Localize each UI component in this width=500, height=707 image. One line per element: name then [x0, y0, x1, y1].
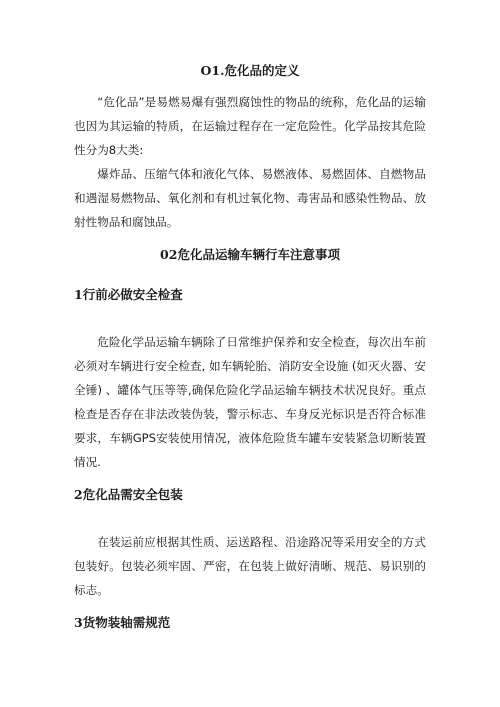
section1-para1: “危化品”是易燃易爆有强烈腐蚀性的物品的统称，危化品的运输也因为其运输的特质，在运输过程存在一定危险性。化学品按其危险性分为8大类: [74, 95, 426, 157]
item2-title: 2危化品需安全包装 [74, 487, 183, 502]
section2-title: 02危化品运输车辆行车注意事项 [160, 247, 340, 262]
item1-title: 1行前必做安全检查 [74, 287, 183, 302]
item1-para: 危险化学品运输车辆除了日常维护保养和安全检查，每次出车前必须对车辆进行安全检查, 如车辆轮胎、消防安全设施 (如灭火器、安全锤) 、罐体气压等等,确保危险化学品运输车辆技术状况良好。重点检查是否存在非法改装伪装，警示标志、车身反光标识是否符合标准要求，车辆GPS安装使用情况，液体危险货车罐车安装紧急切断装置情况. [74, 335, 426, 469]
section1-para2: 爆炸品、压缩气体和液化气体、易燃液体、易燃固体、自燃物品和遇湿易燃物品、氧化剂和有机过氧化物、毒害品和感染性物品、放射性物品和腐蚀品。 [74, 167, 426, 229]
item2-para: 在装运前应根据其性质、运送路程、沿途路况等采用安全的方式包装好。包装必须牢固、严密，在包装上做好清晰、规范、易识别的标志。 [74, 535, 426, 597]
item3-title: 3货物装轴需规范 [74, 615, 171, 630]
section1-title: O1.危化品的定义 [200, 63, 300, 78]
